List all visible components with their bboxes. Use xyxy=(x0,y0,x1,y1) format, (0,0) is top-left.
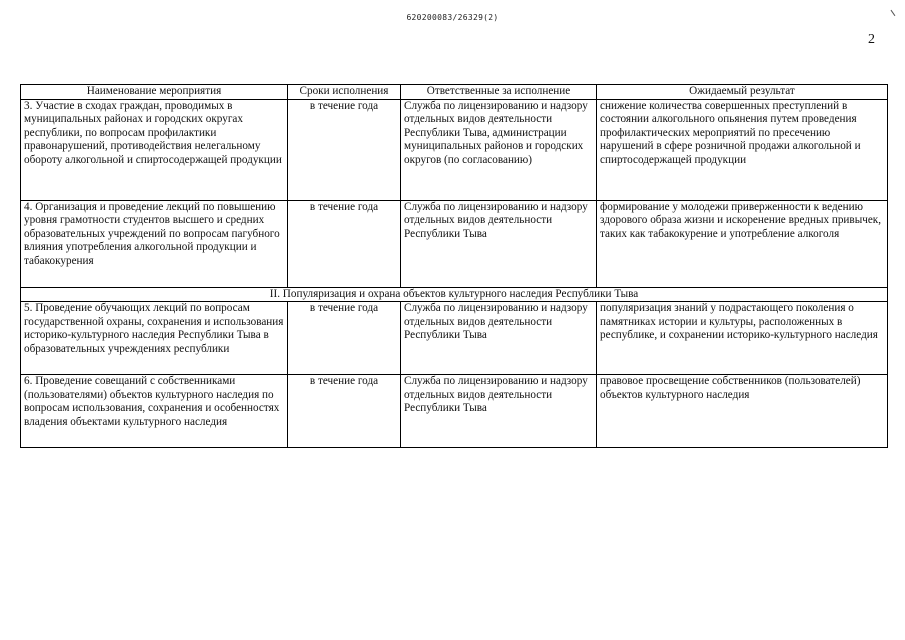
cell-term: в течение года xyxy=(288,302,401,375)
cell-term: в течение года xyxy=(288,200,401,287)
cell-responsible: Служба по лицензированию и надзору отдельных видов деятельности Республики Тыва xyxy=(401,302,597,375)
cell-term: в течение года xyxy=(288,375,401,448)
cell-result: снижение количества совершенных преступлений в состоянии алкогольного опьянения путем проведения профилактических мероприятий по пресечению нарушений в сфере розничной продажи алкогольной и спиртосодержащей продукции xyxy=(597,99,888,200)
cell-responsible: Служба по лицензированию и надзору отдельных видов деятельности Республики Тыва xyxy=(401,375,597,448)
table-row xyxy=(21,302,888,375)
table-row xyxy=(21,99,888,200)
table-row xyxy=(21,375,888,448)
cell-responsible: Служба по лицензированию и надзору отдельных видов деятельности Республики Тыва, администрации муниципальных районов и городских округов (по согласованию) xyxy=(401,99,597,200)
header-name: Наименование мероприятия xyxy=(21,85,288,100)
cell-name: 6. Проведение совещаний с собственниками (пользователями) объектов культурного наследия по вопросам использования, сохранения и особенностях владения объектами культурного наследия xyxy=(21,375,288,448)
cell-result: правовое просвещение собственников (пользователей) объектов культурного наследия xyxy=(597,375,888,448)
page-number: 2 xyxy=(868,32,875,47)
cell-result: формирование у молодежи приверженности к ведению здорового образа жизни и искоренение вредных привычек, таких как табакокурение и употребление алкоголя xyxy=(597,200,888,287)
cell-name: 5. Проведение обучающих лекций по вопросам государственной охраны, сохранения и использования историко-культурного наследия Республики Тыва в образовательных учреждениях республики xyxy=(21,302,288,375)
section-row xyxy=(21,287,888,302)
header-result: Ожидаемый результат xyxy=(597,85,888,100)
cell-responsible: Служба по лицензированию и надзору отдельных видов деятельности Республики Тыва xyxy=(401,200,597,287)
cell-term: в течение года xyxy=(288,99,401,200)
events-table xyxy=(20,84,888,448)
table-row xyxy=(21,200,888,287)
cell-result: популяризация знаний у подрастающего поколения о памятниках истории и культуры, расположенных в республике, и сохранении историко-культурного наследия xyxy=(597,302,888,375)
cell-name: 4. Организация и проведение лекций по повышению уровня грамотности студентов высшего и средних образовательных учреждений по вопросам пагубного влияния употребления алкогольной продукции и табакокурения xyxy=(21,200,288,287)
document-id: 620200083/26329(2) xyxy=(406,13,499,22)
section-title: II. Популяризация и охрана объектов культурного наследия Республики Тыва xyxy=(21,287,888,302)
table-header-row xyxy=(21,85,888,100)
header-responsible: Ответственные за исполнение xyxy=(401,85,597,100)
header-term: Сроки исполнения xyxy=(288,85,401,100)
cell-name: 3. Участие в сходах граждан, проводимых в муниципальных районах и городских округах республики, по вопросам профилактики правонарушений, противодействия нелегальному обороту алкогольной и спиртосодержащей продукции xyxy=(21,99,288,200)
